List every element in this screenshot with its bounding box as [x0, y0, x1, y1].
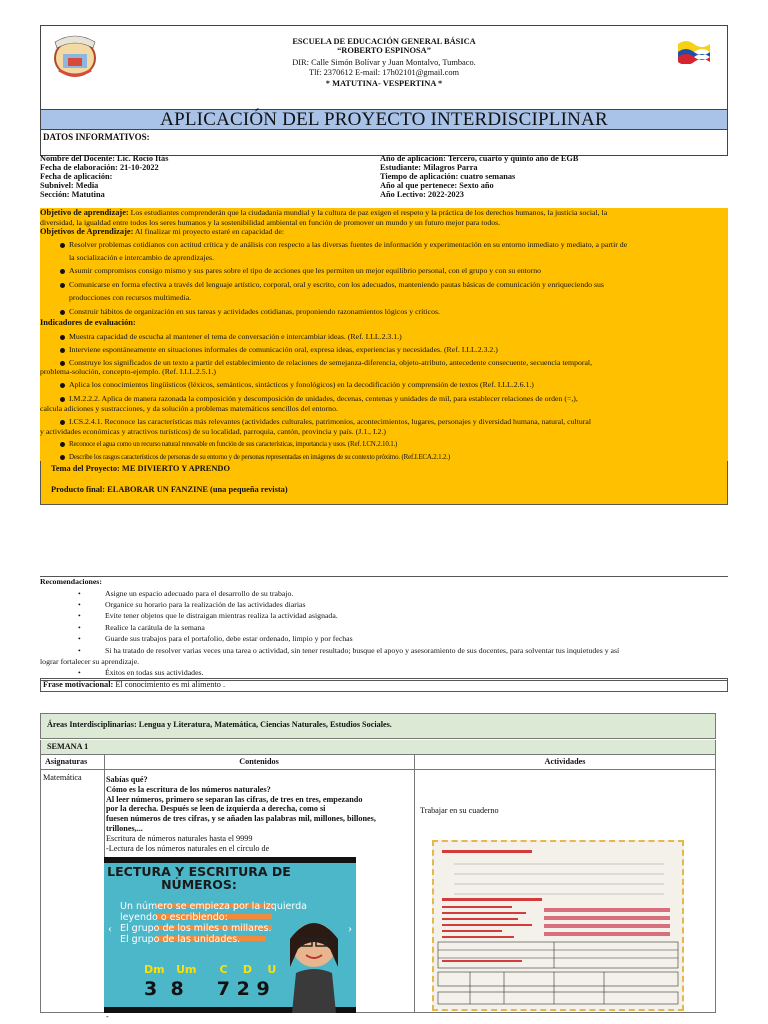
indicador-item-cont: y actividades económicas y atractivos turísticos) de su localidad, parroquia, cantón, provincia y país. (J.1., I.2.)	[40, 427, 386, 436]
indicador-item: Interviene espontáneamente en situaciones informales de comunicación oral, expresa ideas, experiencias y necesidades. (Ref. I.LL.2.3.2.)	[60, 345, 498, 355]
indicador-item: Reconoce el agua como un recurso natural renovable en función de sus características, importancia y usos. (Ref. I.CN.2.10.1.)	[60, 440, 397, 450]
indicador-item: Muestra capacidad de escucha al mantener el tema de conversación e intercambiar ideas. (Ref. I.LL.2.3.1.)	[60, 332, 402, 342]
ecuador-flag-icon	[676, 38, 712, 64]
contenido-line: trillones,...	[106, 823, 143, 833]
subnivel-field: Subnivel: Media	[40, 181, 99, 190]
school-address: DIR: Calle Simón Bolívar y Juan Montalvo, Tumbaco.	[292, 58, 476, 67]
objetivo-item: Construir hábitos de organización en sus tareas y actividades cotidianas, proponiendo razonamientos lógicos y críticos.	[60, 307, 440, 317]
recommendation-item: • Guarde sus trabajos para el portafolio, debe estar ordenado, limpio y por fechas	[78, 634, 353, 643]
contenido-line: -Lectura de los números naturales en el círculo de	[106, 843, 270, 853]
objetivo-item: Resolver problemas cotidianos con actitud crítica y de análisis con respecto a las diversas fuentes de información y experimentación en su entorno inmediato y mediato, a partir de	[60, 240, 627, 250]
seccion-field: Sección: Matutina	[40, 190, 105, 199]
indicador-item: Describe los rasgos característicos de personas de su entorno y de personas representadas en imágenes de su contexto próximo. (Ref.I.ECA.2.1.2.)	[60, 453, 450, 463]
anio-aplicacion-field: Año de aplicación: Tercero, cuarto y quinto año de EGB	[380, 154, 579, 163]
indicador-item: Aplica los conocimientos lingüísticos (léxicos, semánticos, sintácticos y fonológicos) en la decodificación y comprensión de textos (Ref. I.LL.2.6.1.)	[60, 380, 534, 390]
contenido-line: Cómo es la escritura de los números naturales?	[106, 784, 271, 794]
contenido-dash: -	[106, 1012, 109, 1021]
fecha-aplicacion-field: Fecha de aplicación:	[40, 172, 113, 181]
datos-heading: DATOS INFORMATIVOS:	[40, 130, 728, 156]
contenido-line: Escritura de números naturales hasta el 9999	[106, 833, 253, 843]
prev-arrow-icon[interactable]: ‹	[108, 921, 112, 935]
place-value-digits: 3 8 7 2 9	[144, 978, 270, 1000]
recommendation-item: • Éxitos en todas sus actividades.	[78, 668, 204, 677]
objetivo-item-cont: la socialización e intercambio de aprendizajes.	[69, 253, 215, 262]
recommendation-continuation: lograr fortalecer su aprendizaje.	[40, 657, 140, 666]
school-name-line1: ESCUELA DE EDUCACIÓN GENERAL BÁSICA	[292, 37, 476, 46]
contenido-line: fuesen números de tres cifras, y se añaden las palabras mil, millones, billones,	[106, 814, 376, 824]
recommendation-item: • Asigne un espacio adecuado para el desarrollo de su trabajo.	[78, 589, 294, 598]
header-actividades: Actividades	[544, 757, 586, 766]
objetivos-heading: Objetivos de Aprendizaje: Al finalizar mi proyecto estaré en capacidad de:	[40, 227, 285, 236]
anio-lectivo-field: Año Lectivo: 2022-2023	[380, 190, 464, 199]
asignatura-cell: Matemática	[43, 773, 82, 782]
worksheet-image	[432, 840, 684, 1011]
fecha-elaboracion-field: Fecha de elaboración: 21-10-2022	[40, 163, 159, 172]
objectives-block	[40, 208, 728, 464]
indicadores-heading: Indicadores de evaluación:	[40, 318, 136, 327]
school-contact: Tlf: 2370612 E-mail: 17h02101@gmail.com	[308, 68, 460, 77]
contenido-line: por la derecha. Después se leen de izquierda a derecha, como si	[106, 804, 326, 814]
indicador-item-cont: calcula adiciones y sustracciones, y da solución a problemas matemáticos sencillos del entorno.	[40, 404, 338, 413]
contenido-line: Al leer números, primero se separan las cifras, de tres en tres, empezando	[106, 794, 363, 804]
frase-motivacional: Frase motivacional: El conocimiento es mi alimento .	[40, 678, 728, 692]
actividad-text: Trabajar en su cuaderno	[420, 806, 499, 815]
objetivo-item: Comunicarse en forma efectiva a través del lenguaje artístico, corporal, oral y escrito, con los adecuados, manteniendo pautas básicas de comunicación y enriqueciendo sus	[60, 280, 604, 290]
page-title: APLICACIÓN DEL PROYECTO INTERDISCIPLINAR	[40, 109, 728, 130]
recommendation-item: • Realice la carátula de la semana	[78, 623, 205, 632]
objetivo-item: Asumir compromisos consigo mismo y sus pares sobre el tipo de acciones que les permiten un mejor equilibrio personal, con el grupo y con su entorno	[60, 266, 541, 276]
tiempo-aplicacion-field: Tiempo de aplicación: cuatro semanas	[380, 172, 516, 181]
header-asignaturas: Asignaturas	[45, 757, 88, 766]
header-contenidos: Contenidos	[239, 757, 279, 766]
project-theme-block	[40, 461, 728, 505]
producto-final: Producto final: ELABORAR UN FANZINE (una pequeña revista)	[51, 485, 288, 494]
school-logo	[47, 30, 103, 80]
recommendation-item: • Si ha tratado de resolver varias veces una tarea o actividad, sin tener resultado; busque el apoyo y asesoramiento de sus docentes, para solventar tus inquietudes y así	[78, 646, 620, 655]
table-header	[40, 755, 716, 770]
recommendation-item: • Evite tener objetos que le distraigan mientras realiza la actividad asignada.	[78, 611, 338, 620]
semana-row: SEMANA 1	[40, 740, 716, 755]
recommendations-block	[40, 576, 728, 681]
school-name-line2: “ROBERTO ESPINOSA”	[337, 46, 431, 55]
contenido-line: Sabías qué?	[106, 775, 148, 784]
video-text: Un número se empieza por la izquierda leyendo o escribiendo: El grupo de los miles o millares. El grupo de las unidades.	[120, 901, 307, 945]
datos-informativos	[40, 155, 728, 200]
contenidos-cell	[106, 775, 406, 853]
indicador-item: Construye los significados de un texto a partir del establecimiento de relaciones de semejanza-diferencia, objeto-atributo, antecedente consecuente, secuencia temporal,	[60, 358, 592, 368]
objetivo-line1: Objetivo de aprendizaje: Los estudiantes comprenderán que la ciudadanía mundial y la cultura de paz exigen el respeto y la práctica de los derechos humanos, la justicia social, la	[40, 208, 608, 217]
objetivo-line2: diversidad, la igualdad entre todos los seres humanos y la sostenibilidad ambiental en función de promover un mundo y un futuro mejor para todos.	[40, 217, 501, 227]
video-thumbnail[interactable]	[104, 857, 356, 1013]
indicador-item: I.CS.2.4.1. Reconoce las características más relevantes (actividades culturales, patrimonios, acontecimientos, lugares, personajes y diversidad humana, natural, cultural	[60, 417, 591, 427]
recomendaciones-heading: Recomendaciones:	[40, 577, 102, 586]
indicador-item-cont: problema-solución, concepto-ejemplo. (Ref. I.LL.2.5.1.)	[40, 367, 217, 376]
objetivo-item-cont: producciones con recursos multimedia.	[69, 293, 192, 302]
tema-proyecto: Tema del Proyecto: ME DIVIERTO Y APRENDO	[51, 464, 230, 473]
docente-field: Nombre del Docente: Lic. Rocío Itás	[40, 154, 169, 163]
video-title: LECTURA Y ESCRITURA DE NÚMEROS:	[107, 864, 291, 892]
place-value-labels: Dm Um C D U	[144, 963, 277, 976]
areas-row: Áreas Interdisciplinarias: Lengua y Literatura, Matemática, Ciencias Naturales, Estudios Sociales.	[40, 713, 716, 739]
anio-pertenece-field: Año al que pertenece: Sexto año	[380, 181, 494, 190]
estudiante-field: Estudiante: Milagros Parra	[380, 163, 478, 172]
next-arrow-icon[interactable]: ›	[348, 921, 352, 935]
school-header	[40, 25, 728, 109]
school-shifts: * MATUTINA- VESPERTINA *	[325, 79, 443, 88]
indicador-item: I.M.2.2.2. Aplica de manera razonada la composición y descomposición de unidades, decenas, centenas y unidades de mil, para establecer relaciones de orden (=,),	[60, 394, 578, 404]
recommendation-item: • Organice su horario para la realización de las actividades diarias	[78, 600, 306, 609]
